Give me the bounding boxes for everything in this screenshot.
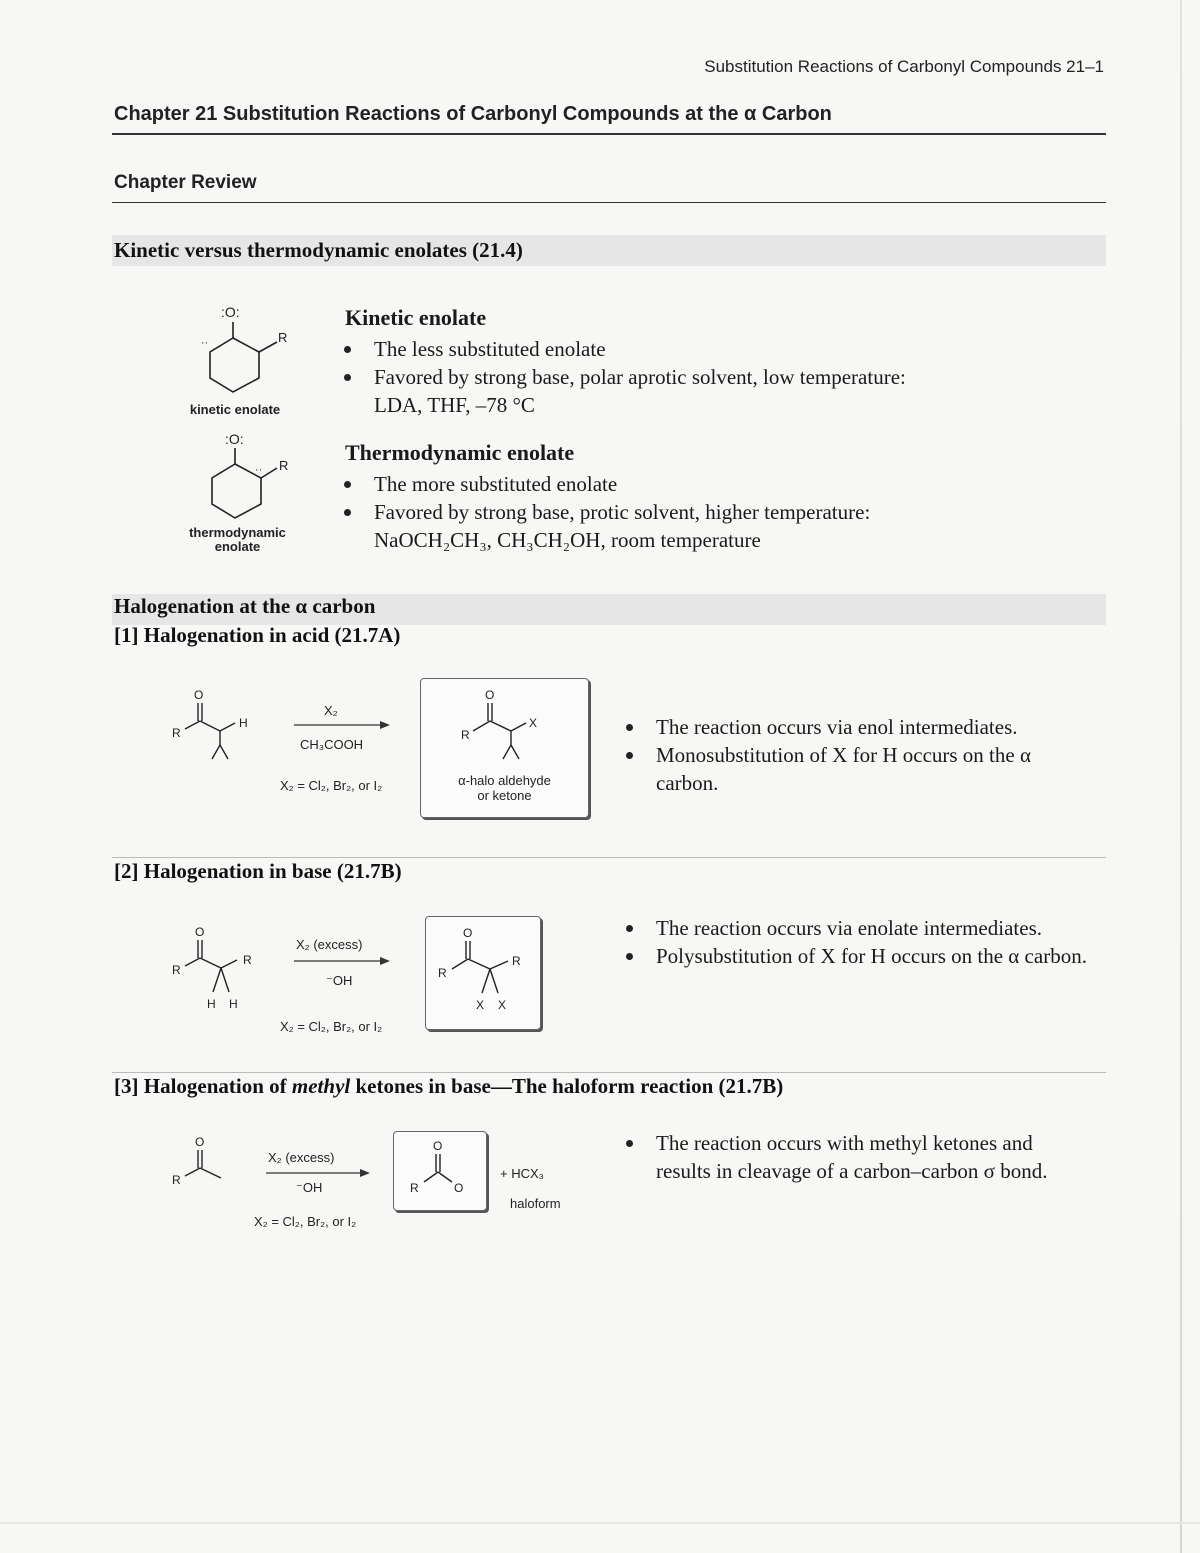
- base-bullets: [622, 914, 1092, 970]
- thermodynamic-enolate-structure: [185, 428, 300, 528]
- list-item: The reaction occurs via enol intermediates.: [622, 713, 1092, 741]
- alpha-halo-product-label: α-halo aldehyde or ketone: [458, 773, 551, 803]
- page-edge: [1180, 0, 1182, 1553]
- kinetic-enolate-heading: Kinetic enolate: [345, 305, 487, 330]
- svg-text:R: R: [172, 963, 181, 977]
- page-bottom-edge: [0, 1522, 1200, 1524]
- reaction-arrow: [264, 1168, 374, 1178]
- running-header: Substitution Reactions of Carbonyl Compounds 21–1: [704, 57, 1104, 76]
- methyl-ketone-structure: [165, 1132, 245, 1196]
- chapter-review-title: Chapter Review: [114, 172, 257, 193]
- svg-text:X: X: [476, 998, 485, 1012]
- base-halogenation-title: [2] Halogenation in base (21.7B): [114, 859, 402, 883]
- svg-text:R: R: [461, 728, 470, 742]
- carboxylate-product-box: [393, 1131, 487, 1211]
- acid-halogenation-title: [1] Halogenation in acid (21.7A): [114, 623, 401, 647]
- review-rule: [112, 202, 1106, 203]
- dihalo-product-structure: [432, 923, 536, 1019]
- thermodynamic-bullets: [340, 470, 1040, 554]
- svg-text:O: O: [463, 926, 473, 940]
- acid-product-box: [420, 678, 589, 818]
- alpha-halo-product-structure: [451, 685, 551, 765]
- kinetic-enolate-label: kinetic enolate: [189, 402, 281, 417]
- thermodynamic-conditions: NaOCH₂CH₃, CH₃CH₂OH, room temperature: [374, 528, 761, 552]
- svg-text:X: X: [529, 716, 538, 730]
- chapter-rule: [112, 133, 1106, 135]
- kinetic-bullets: [340, 335, 1040, 419]
- haloform-reagent-bottom: ⁻OH: [296, 1180, 323, 1195]
- acid-reagent-bottom: CH₃COOH: [300, 737, 364, 752]
- base-reagent-bottom: ⁻OH: [326, 973, 353, 988]
- svg-text:R: R: [438, 966, 447, 980]
- svg-text:R: R: [172, 1173, 181, 1187]
- oxygen-anion-label: :O:: [221, 304, 240, 320]
- svg-text:O: O: [195, 1135, 205, 1149]
- divider: [112, 1072, 1106, 1073]
- svg-text:H: H: [229, 997, 238, 1011]
- kinetic-conditions: LDA, THF, –78 °C: [374, 393, 535, 417]
- svg-text:R: R: [512, 954, 521, 968]
- halogenation-section-title: Halogenation at the α carbon: [114, 594, 376, 618]
- svg-text:··: ··: [201, 337, 209, 349]
- svg-text:H: H: [239, 716, 248, 730]
- svg-text:O: O: [454, 1181, 464, 1195]
- list-item: The more substituted enolate: [340, 470, 1040, 498]
- thermodynamic-enolate-heading: Thermodynamic enolate: [345, 440, 575, 465]
- svg-text:O: O: [485, 688, 495, 702]
- thermodynamic-enolate-label: thermodynamic enolate: [189, 525, 286, 554]
- enolates-section-title: Kinetic versus thermodynamic enolates (21.4): [114, 238, 523, 262]
- reaction-arrow: [292, 956, 392, 966]
- list-item: The reaction occurs with methyl ketones and results in cleavage of a carbon–carbon σ bond.: [622, 1129, 1092, 1185]
- oxygen-anion-label: :O:: [225, 431, 244, 447]
- list-item: Monosubstitution of X for H occurs on the α carbon.: [622, 741, 1092, 797]
- svg-text:R: R: [172, 726, 181, 740]
- haloform-title: [3] Halogenation of methyl ketones in base—The haloform reaction (21.7B): [114, 1074, 784, 1098]
- base-reactant-structure: [165, 922, 275, 1014]
- acid-halogen-note: X₂ = Cl₂, Br₂, or I₂: [280, 778, 383, 793]
- svg-text:R: R: [410, 1181, 419, 1195]
- acid-reagent-top: X₂: [324, 703, 338, 718]
- base-reagent-top: X₂ (excess): [296, 937, 363, 952]
- base-product-box: [425, 916, 541, 1030]
- haloform-byproduct: + HCX₃: [500, 1166, 544, 1181]
- svg-text:··: ··: [255, 464, 263, 476]
- haloform-bullets: [622, 1129, 1092, 1185]
- divider: [112, 857, 1106, 858]
- svg-text:X: X: [498, 998, 507, 1012]
- svg-text:O: O: [433, 1139, 443, 1153]
- svg-text:R: R: [243, 953, 252, 967]
- list-item: The reaction occurs via enolate intermediates.: [622, 914, 1092, 942]
- acid-bullets: [622, 713, 1092, 797]
- svg-text:O: O: [195, 925, 205, 939]
- haloform-reagent-top: X₂ (excess): [268, 1150, 335, 1165]
- haloform-halogen-note: X₂ = Cl₂, Br₂, or I₂: [254, 1214, 357, 1229]
- list-item: Favored by strong base, protic solvent, higher temperature: NaOCH₂CH₃, CH₃CH₂OH, room temperature: [340, 498, 1040, 554]
- reaction-arrow: [292, 720, 392, 730]
- haloform-byproduct-label: haloform: [510, 1196, 561, 1211]
- r-group-label: R: [279, 458, 289, 473]
- list-item: Polysubstitution of X for H occurs on the α carbon.: [622, 942, 1092, 970]
- kinetic-enolate-structure: [185, 300, 300, 400]
- svg-text:H: H: [207, 997, 216, 1011]
- chapter-title: Chapter 21 Substitution Reactions of Carbonyl Compounds at the α Carbon: [114, 103, 832, 125]
- carboxylate-structure: [400, 1136, 482, 1206]
- base-halogen-note: X₂ = Cl₂, Br₂, or I₂: [280, 1019, 383, 1034]
- list-item: Favored by strong base, polar aprotic solvent, low temperature: LDA, THF, –78 °C: [340, 363, 1040, 419]
- svg-text:O: O: [194, 688, 204, 702]
- acid-reactant-structure: [165, 685, 265, 765]
- r-group-label: R: [278, 330, 288, 345]
- list-item: The less substituted enolate: [340, 335, 1040, 363]
